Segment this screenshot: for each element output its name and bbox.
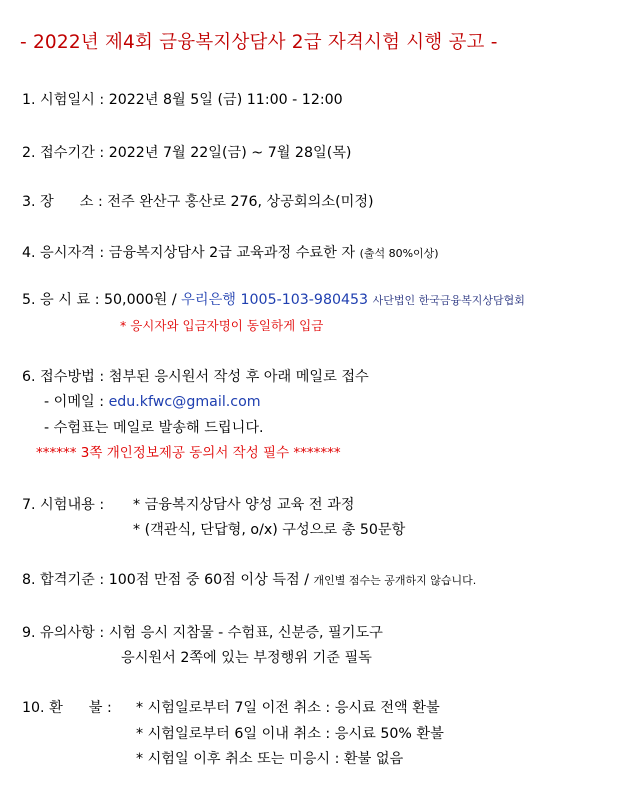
refund-label-prefix: 10. 환 bbox=[22, 700, 63, 716]
application-period-row bbox=[22, 143, 351, 163]
venue-label-prefix: 3. 장 bbox=[22, 194, 54, 210]
venue-row bbox=[22, 192, 374, 212]
method-row bbox=[22, 367, 369, 387]
pass-criteria-value: 100점 만점 중 60점 이상 득점 / bbox=[108, 572, 310, 588]
notes-line-1: 시험 응시 지참물 - 수험표, 신분증, 필기도구 bbox=[108, 625, 383, 641]
email-link[interactable]: edu.kfwc@gmail.com bbox=[108, 394, 261, 410]
eligibility-label: 4. 응시자격 : bbox=[22, 245, 105, 261]
ticket-note: - 수험표는 메일로 발송해 드립니다. bbox=[44, 420, 264, 436]
eligibility-row bbox=[22, 243, 439, 264]
pass-criteria-note: 개인별 점수는 공개하지 않습니다. bbox=[313, 574, 477, 587]
content-row bbox=[22, 495, 104, 515]
pass-criteria-row bbox=[22, 570, 476, 591]
method-label: 6. 접수방법 : bbox=[22, 369, 105, 385]
fee-row bbox=[22, 290, 525, 311]
content-line-2: * (객관식, 단답형, o/x) 구성으로 총 50문항 bbox=[133, 522, 406, 538]
account-holder: 사단법인 한국금융복지상담협회 bbox=[372, 294, 525, 307]
refund-label-suffix: 불 : bbox=[88, 700, 112, 716]
venue-value: 전주 완산구 홍산로 276, 상공회의소(미정) bbox=[107, 194, 374, 210]
notes-row bbox=[22, 623, 383, 643]
pass-criteria-label: 8. 합격기준 : bbox=[22, 572, 105, 588]
method-value: 첨부된 응시원서 작성 후 아래 메일로 접수 bbox=[108, 369, 369, 385]
eligibility-value: 금융복지상담사 2급 교육과정 수료한 자 bbox=[108, 245, 356, 261]
fee-label: 5. 응 시 료 : bbox=[22, 292, 100, 308]
content-label: 7. 시험내용 : bbox=[22, 497, 105, 513]
application-period-value: 2022년 7월 22일(금) ~ 7월 28일(목) bbox=[108, 145, 352, 161]
refund-line-1: * 시험일로부터 7일 이전 취소 : 응시료 전액 환불 bbox=[136, 700, 440, 716]
bank-account: 우리은행 1005-103-980453 bbox=[181, 292, 369, 308]
fee-warning: * 응시자와 입금자명이 동일하게 입금 bbox=[120, 318, 324, 333]
refund-line-3: * 시험일 이후 취소 또는 미응시 : 환불 없음 bbox=[136, 751, 404, 767]
exam-date-row bbox=[22, 90, 343, 110]
exam-date-label: 1. 시험일시 : bbox=[22, 92, 105, 108]
email-row bbox=[44, 392, 261, 412]
notes-line-2: 응시원서 2쪽에 있는 부정행위 기준 필독 bbox=[121, 650, 372, 666]
refund-line-2: * 시험일로부터 6일 이내 취소 : 응시료 50% 환불 bbox=[136, 726, 444, 742]
fee-amount: 50,000원 bbox=[104, 292, 168, 308]
content-line-1: * 금융복지상담사 양성 교육 전 과정 bbox=[133, 497, 355, 513]
fee-separator: / bbox=[171, 292, 177, 308]
refund-row bbox=[22, 698, 112, 718]
notice-title: - 2022년 제4회 금융복지상담사 2급 자격시험 시행 공고 - bbox=[20, 32, 498, 53]
exam-date-value: 2022년 8월 5일 (금) 11:00 - 12:00 bbox=[108, 92, 343, 108]
consent-note: ****** 3쪽 개인정보제공 동의서 작성 필수 ******* bbox=[36, 445, 341, 461]
venue-label-suffix: 소 : bbox=[79, 194, 103, 210]
notes-label: 9. 유의사항 : bbox=[22, 625, 105, 641]
application-period-label: 2. 접수기간 : bbox=[22, 145, 105, 161]
eligibility-note: (출석 80%이상) bbox=[359, 247, 439, 260]
email-label: - 이메일 : bbox=[44, 394, 105, 410]
